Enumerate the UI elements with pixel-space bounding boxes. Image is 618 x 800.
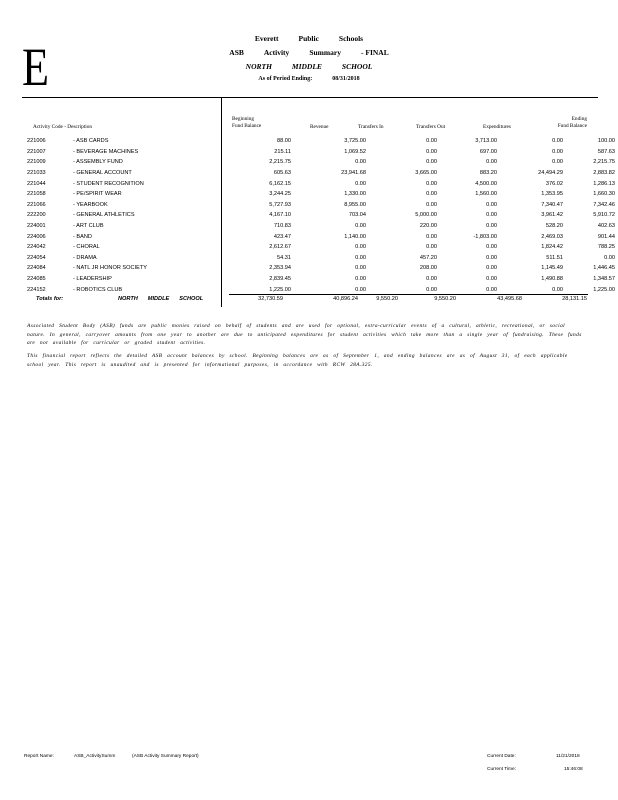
cell-rev: 1,069.52 [344, 148, 366, 155]
cell-desc: - BAND [73, 233, 92, 240]
cell-code: 221033 [27, 170, 46, 177]
cell-tin: 0.00 [426, 148, 437, 155]
cell-rev: 0.00 [355, 244, 366, 251]
cell-tin: 457.20 [419, 254, 437, 261]
table-row [27, 231, 615, 242]
cell-rev: 1,140.00 [344, 233, 366, 240]
cell-rev: 0.00 [355, 276, 366, 283]
cell-rev: 0.00 [355, 223, 366, 230]
cell-exp: 1,353.95 [541, 191, 563, 198]
cell-tout: 697.00 [479, 148, 497, 155]
school-name: NORTH MIDDLE SCHOOL [245, 62, 373, 71]
cell-end: 1,286.13 [593, 180, 615, 187]
cell-tout: 3,713.00 [475, 138, 497, 145]
cell-code: 224054 [27, 254, 46, 261]
cell-beg: 2,839.45 [269, 276, 291, 283]
cell-exp: 1,490.88 [541, 276, 563, 283]
total-transfers-out: 9,550.20 [434, 296, 456, 302]
cell-code: 221007 [27, 148, 46, 155]
cell-beg: 5,727.93 [269, 201, 291, 208]
cell-end: 587.63 [597, 148, 615, 155]
cell-tin: 0.00 [426, 138, 437, 145]
cell-code: 221009 [27, 159, 46, 166]
totals-label: Totals for: [36, 296, 64, 302]
cell-tout: 4,500.00 [475, 180, 497, 187]
report-title: ASB Activity Summary - FINAL [229, 48, 389, 57]
cell-code: 224152 [27, 286, 46, 293]
cell-tin: 0.00 [426, 201, 437, 208]
cell-desc: - GENERAL ATHLETICS [73, 212, 135, 219]
cell-beg: 54.31 [277, 254, 291, 261]
cell-tin: 3,665.00 [415, 170, 437, 177]
cell-tin: 0.00 [426, 159, 437, 166]
col-revenue: Revenue [310, 124, 329, 130]
cell-beg: 2,215.75 [269, 159, 291, 166]
cell-code: 224042 [27, 244, 46, 251]
disclaimer-paragraph-1: Associated Student Body (ASB) funds are public monies raised on behalf of students and are used for optional, extra-curricular events of a cultural, athletic, recreational, or social nature. In general, carryover amounts from one year to another are due to anticipated expenditures for student activities which take more than a single year of fundraising. These funds are not available for curricular or graded student activities. [27, 323, 582, 346]
cell-rev: 703.04 [348, 212, 366, 219]
cell-desc: - LEADERSHIP [73, 276, 112, 283]
cell-tout: 0.00 [486, 286, 497, 293]
cell-beg: 6,162.15 [269, 180, 291, 187]
cell-desc: - GENERAL ACCOUNT [73, 170, 132, 177]
district-name: Everett Public Schools [254, 34, 364, 43]
cell-exp: 0.00 [552, 286, 563, 293]
cell-beg: 215.11 [274, 148, 291, 155]
table-row [27, 189, 615, 200]
cell-code: 221006 [27, 138, 46, 145]
cell-end: 100.00 [597, 138, 615, 145]
cell-end: 7,342.46 [593, 201, 615, 208]
table-row [27, 253, 615, 264]
cell-beg: 710.83 [273, 223, 291, 230]
total-ending: 28,131.15 [562, 296, 587, 302]
cell-code: 221058 [27, 191, 46, 198]
cell-end: 901.44 [597, 233, 615, 240]
cell-exp: 1,824.42 [541, 244, 563, 251]
cell-exp: 0.00 [552, 159, 563, 166]
cell-beg: 2,612.67 [269, 244, 291, 251]
cell-rev: 0.00 [355, 159, 366, 166]
cell-desc: - ROBOTICS CLUB [73, 286, 123, 293]
cell-desc: - NATL JR HONOR SOCIETY [73, 265, 147, 272]
col-ending: Ending Fund Balance [557, 116, 587, 129]
cell-exp: 0.00 [552, 138, 563, 145]
cell-end: 0.00 [604, 254, 615, 261]
col-transfers-in: Transfers In [358, 124, 384, 130]
footer-report-name: ASB_ActivitySumm [74, 754, 116, 759]
cell-rev: 8,955.00 [344, 201, 366, 208]
table-row [27, 242, 615, 253]
cell-tin: 0.00 [426, 276, 437, 283]
cell-code: 224084 [27, 265, 46, 272]
cell-tin: 208.00 [419, 265, 437, 272]
district-logo: E [22, 37, 50, 97]
totals-school: NORTH MIDDLE SCHOOL [118, 296, 204, 302]
cell-tout: 0.00 [486, 223, 497, 230]
cell-tout: 1,560.00 [475, 191, 497, 198]
cell-end: 1,348.57 [593, 276, 615, 283]
cell-exp: 2,469.03 [541, 233, 563, 240]
cell-desc: - CHORAL [73, 244, 100, 251]
col-transfers-out: Transfers Out [416, 124, 446, 130]
cell-end: 788.25 [597, 244, 615, 251]
cell-desc: - PE/SPIRIT WEAR [73, 191, 122, 198]
footer-time-label: Current Time: [487, 767, 517, 772]
cell-beg: 4,167.10 [269, 212, 291, 219]
cell-exp: 528.20 [545, 223, 563, 230]
cell-desc: - ART CLUB [73, 223, 104, 230]
total-rule [229, 294, 588, 295]
table-row [27, 168, 615, 179]
cell-tin: 0.00 [426, 286, 437, 293]
table-row [27, 263, 615, 274]
cell-end: 2,883.82 [593, 170, 615, 177]
footer-report-label: Report Name: [24, 754, 54, 759]
header-rule [22, 97, 598, 98]
cell-tout: 0.00 [486, 244, 497, 251]
cell-rev: 0.00 [355, 265, 366, 272]
total-transfers-in: 9,550.20 [376, 296, 398, 302]
cell-tin: 0.00 [426, 191, 437, 198]
cell-tout: 0.00 [486, 159, 497, 166]
cell-beg: 3,244.25 [269, 191, 291, 198]
cell-end: 1,446.45 [593, 265, 615, 272]
cell-beg: 1,225.00 [269, 286, 291, 293]
cell-code: 221066 [27, 201, 46, 208]
cell-exp: 376.02 [545, 180, 563, 187]
cell-beg: 2,353.94 [269, 265, 291, 272]
cell-beg: 88.00 [277, 138, 291, 145]
cell-code: 224006 [27, 233, 46, 240]
cell-rev: 0.00 [355, 254, 366, 261]
col-expenditures: Expenditures [483, 124, 511, 130]
cell-desc: - ASSEMBLY FUND [73, 159, 123, 166]
cell-rev: 23,941.68 [341, 170, 366, 177]
table-row [27, 147, 615, 158]
cell-end: 402.63 [597, 223, 615, 230]
table-row [27, 200, 615, 211]
period-line: As of Period Ending: 08/31/2018 [258, 76, 360, 82]
table-row [27, 157, 615, 168]
cell-tin: 0.00 [426, 233, 437, 240]
cell-tin: 5,000.00 [415, 212, 437, 219]
footer-date-value: 11/21/2018 [556, 754, 580, 759]
cell-tin: 0.00 [426, 244, 437, 251]
total-revenue: 40,896.24 [333, 296, 358, 302]
table-row [27, 136, 615, 147]
cell-tout: 0.00 [486, 201, 497, 208]
cell-rev: 3,725.00 [344, 138, 366, 145]
cell-tout: 883.20 [479, 170, 497, 177]
cell-code: 221044 [27, 180, 46, 187]
cell-tout: -1,803.00 [473, 233, 497, 240]
cell-tout: 0.00 [486, 254, 497, 261]
cell-end: 5,910.72 [593, 212, 615, 219]
cell-tin: 0.00 [426, 180, 437, 187]
cell-exp: 1,145.49 [541, 265, 563, 272]
disclaimer-paragraph-2: This financial report reflects the detailed ASB account balances by school. Beginning balances are as of September 1, and ending balances are as of August 31, of each applicable school year. This report is unaudited and is presented for informational purposes, in accordance with RCW 28A.325. [27, 353, 568, 368]
total-beginning: 32,730.59 [258, 296, 283, 302]
cell-beg: 605.63 [273, 170, 291, 177]
cell-desc: - YEARBOOK [73, 201, 108, 208]
cell-exp: 24,494.29 [538, 170, 563, 177]
cell-tout: 0.00 [486, 276, 497, 283]
cell-code: 224085 [27, 276, 46, 283]
cell-end: 1,225.00 [593, 286, 615, 293]
cell-beg: 423.47 [273, 233, 291, 240]
cell-desc: - BEVERAGE MACHINES [73, 148, 139, 155]
cell-desc: - ASB CARDS [73, 138, 109, 145]
footer-time-value: 15:46:08 [564, 767, 583, 772]
table-row [27, 221, 615, 232]
cell-rev: 0.00 [355, 286, 366, 293]
col-activity-desc: Activity Code - Description [33, 124, 92, 130]
cell-desc: - DRAMA [73, 254, 97, 261]
cell-end: 1,660.30 [593, 191, 615, 198]
footer-report-title: (ASB Activity Summary Report) [132, 754, 199, 759]
total-expenditures: 43,495.68 [497, 296, 522, 302]
cell-rev: 0.00 [355, 180, 366, 187]
footer-date-label: Current Date: [487, 754, 516, 759]
cell-code: 224001 [27, 223, 46, 230]
cell-tout: 0.00 [486, 212, 497, 219]
activity-table [27, 136, 615, 295]
cell-exp: 0.00 [552, 148, 563, 155]
col-beginning: Beginning Fund Balance [232, 116, 262, 129]
cell-desc: - STUDENT RECOGNITION [73, 180, 144, 187]
table-row [27, 178, 615, 189]
cell-exp: 511.51 [546, 254, 563, 261]
cell-tout: 0.00 [486, 265, 497, 272]
cell-tin: 220.00 [419, 223, 437, 230]
cell-exp: 3,961.42 [541, 212, 563, 219]
table-row [27, 210, 615, 221]
cell-rev: 1,330.00 [344, 191, 366, 198]
table-row [27, 274, 615, 285]
cell-code: 222200 [27, 212, 46, 219]
cell-exp: 7,340.47 [541, 201, 563, 208]
cell-end: 2,215.75 [593, 159, 615, 166]
